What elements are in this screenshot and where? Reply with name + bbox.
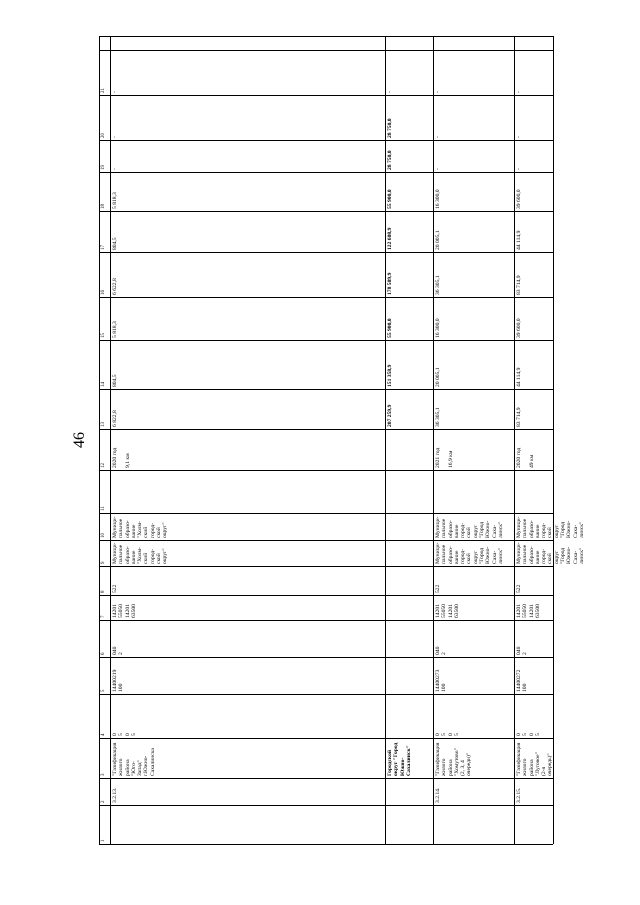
row3-col19	[434, 141, 513, 171]
row3-col5	[434, 658, 513, 693]
table-vline	[553, 36, 554, 844]
row1-id	[111, 779, 384, 804]
header-number-7-text: 7	[101, 615, 106, 618]
row3-col15-text: 16 300,0	[435, 318, 441, 338]
row4-col8	[515, 567, 552, 594]
row3-col14	[434, 341, 513, 388]
header-number-18	[100, 173, 109, 210]
row4-col17	[515, 212, 552, 251]
row2-col21	[386, 51, 432, 94]
row1-col20-text: -	[112, 136, 118, 138]
row3-col10-text: Муници- пальное образо- вание город- ской округ "Город Южно- Саха- линск"	[435, 516, 504, 538]
row3-col7	[434, 596, 513, 619]
header-number-11	[100, 471, 109, 512]
row1-col10-text: Муници- пальное образо- вание "Холм- ский город- ской округ"	[112, 516, 169, 538]
header-number-17	[100, 212, 109, 251]
header-number-10	[100, 514, 109, 539]
row3-col13	[434, 390, 513, 428]
row3-col17-text: 20 005,1	[435, 230, 441, 250]
row1-col6-text: 040 2	[112, 646, 125, 655]
row4-col19-text: -	[516, 168, 522, 170]
table-hline	[99, 36, 553, 37]
row3-col12-text: 2021 год 16,9 км	[435, 447, 454, 468]
header-number-15	[100, 298, 109, 339]
row1-col7	[111, 596, 384, 619]
row2-col20	[386, 96, 432, 139]
row3-col15	[434, 298, 513, 339]
row4-col4	[515, 695, 552, 737]
row4-col17-text: 44 114,9	[516, 230, 522, 250]
row2-col15	[386, 298, 432, 339]
row4-col21	[515, 51, 552, 94]
row3-name-text: "Газификация жилого района "Хомутово" (2, 3, 4 очереди)"	[435, 742, 473, 776]
header-number-19	[100, 141, 109, 171]
row4-col18-text: 39 600,0	[516, 189, 522, 209]
row2-col17-text: 122 608,9	[387, 227, 393, 250]
row2-col17	[386, 212, 432, 251]
row4-col10-text: Муници- пальное образо- вание город- ской округ "Город Южно- Саха- линск"	[516, 516, 585, 538]
row1-col14	[111, 341, 384, 388]
row1-col5-text: 14400219 100	[112, 669, 125, 692]
header-number-4	[100, 695, 109, 737]
header-number-19-text: 19	[101, 165, 106, 170]
header-number-13-text: 13	[101, 422, 106, 427]
header-number-10-text: 10	[101, 533, 106, 538]
row4-col16	[515, 253, 552, 296]
row1-col13	[111, 390, 384, 428]
row1-col18-text: 5 818,3	[112, 192, 118, 209]
header-number-16-text: 16	[101, 290, 106, 295]
header-number-12-text: 12	[101, 463, 106, 468]
header-number-12	[100, 430, 109, 469]
row2-col14	[386, 341, 432, 388]
table-hline	[99, 844, 553, 845]
row3-col7-text: 14201 55050 14201 63500	[435, 604, 460, 618]
row1-col8-text: 522	[112, 584, 118, 593]
row4-col13-text: 83 714,9	[516, 407, 522, 427]
row3-col14-text: 20 005,1	[435, 367, 441, 387]
header-number-21	[100, 51, 109, 94]
row3-name	[434, 739, 513, 777]
row1-col15	[111, 298, 384, 339]
row2-name	[386, 739, 432, 777]
header-number-4-text: 4	[101, 733, 106, 736]
table-hline	[99, 805, 553, 806]
row3-id-text: 3.2.14.	[435, 787, 441, 803]
row1-col9	[111, 541, 384, 565]
row3-col6-text: 040 2	[435, 646, 448, 655]
header-number-20-text: 20	[101, 133, 106, 138]
row2-col20-text: 28 750,0	[387, 118, 393, 138]
row4-col14-text: 44 114,9	[516, 367, 522, 387]
row1-col8	[111, 567, 384, 594]
row1-col12	[111, 430, 384, 469]
row3-col10	[434, 514, 513, 539]
row1-name	[111, 739, 384, 777]
header-number-17-text: 17	[101, 245, 106, 250]
row4-col10	[515, 514, 585, 539]
row2-col13-text: 207 259,9	[387, 404, 393, 427]
row2-col14-text: 151 358,9	[387, 364, 393, 387]
row2-col16-text: 178 509,9	[387, 272, 393, 295]
row1-col17	[111, 212, 384, 251]
row4-col18	[515, 173, 552, 210]
header-number-18-text: 18	[101, 204, 106, 209]
row1-col4	[111, 695, 384, 737]
row1-col13-text: 6 822,8	[112, 410, 118, 427]
row3-col18	[434, 173, 513, 210]
row3-col20-text: -	[435, 136, 441, 138]
row4-col9	[515, 541, 585, 565]
row1-col15-text: 5 818,3	[112, 321, 118, 338]
header-number-1	[100, 806, 109, 843]
header-number-16	[100, 253, 109, 296]
header-number-14-text: 14	[101, 382, 106, 387]
row1-col14-text: 804,5	[112, 374, 118, 387]
row3-col12	[434, 430, 513, 469]
row2-col16	[386, 253, 432, 296]
row1-col17-text: 804,5	[112, 237, 118, 250]
row2-name-text: Городской округ "Город Южно- Сахалинск"	[387, 742, 412, 776]
row4-name-text: "Газификация жилого района "Луговое" (2-я очередь)"	[516, 742, 554, 776]
row2-col19	[386, 141, 432, 171]
header-number-20	[100, 96, 109, 139]
header-number-6	[100, 621, 109, 656]
header-number-13	[100, 390, 109, 428]
header-number-2-text: 2	[101, 800, 106, 803]
row1-id-text: 3.2.13.	[112, 787, 118, 803]
row4-name	[515, 739, 552, 777]
row3-col9	[434, 541, 513, 565]
row1-name-text: "Газификация жилого района "Юго- Запад" г.Южно- Сахалинска	[112, 742, 156, 776]
row2-col15-text: 55 900,0	[387, 318, 393, 338]
row1-col20	[111, 96, 384, 139]
header-number-9	[100, 541, 109, 565]
row4-col13	[515, 390, 552, 428]
row3-col16-text: 36 305,1	[435, 275, 441, 295]
row4-col19	[515, 141, 552, 171]
row3-col17	[434, 212, 513, 251]
row1-col6	[111, 621, 384, 656]
row4-id-text: 3.2.15.	[516, 787, 522, 803]
row3-col21	[434, 51, 513, 94]
row1-col16-text: 6 622,8	[112, 278, 118, 295]
row4-col5-text: 14400272 100	[516, 669, 529, 692]
row3-col5-text: 14400273 100	[435, 669, 448, 692]
header-number-14	[100, 341, 109, 388]
row3-col20	[434, 96, 513, 139]
row1-col10	[111, 514, 384, 539]
row4-col6-text: 040 2	[516, 646, 529, 655]
row4-col15	[515, 298, 552, 339]
row4-col15-text: 39 600,0	[516, 318, 522, 338]
header-number-7	[100, 596, 109, 619]
row2-col21-text: -	[387, 91, 393, 93]
row4-col12-text: 2020 год 49 км	[516, 447, 535, 468]
row4-col7	[515, 596, 552, 619]
row2-col18-text: 55 900,0	[387, 189, 393, 209]
row3-col21-text: -	[435, 91, 441, 93]
header-number-1-text: 1	[101, 839, 106, 842]
row4-col7-text: 14201 55050 14201 63500	[516, 604, 541, 618]
header-number-2	[100, 779, 109, 804]
row4-col20-text: -	[516, 136, 522, 138]
row3-col4	[434, 695, 513, 737]
row2-col19-text: 28 750,0	[387, 150, 393, 170]
row4-col20	[515, 96, 552, 139]
row4-id	[515, 779, 552, 804]
header-number-3	[100, 739, 109, 777]
row3-col18-text: 16 300,0	[435, 189, 441, 209]
row3-col16	[434, 253, 513, 296]
row2-col18	[386, 173, 432, 210]
row4-col8-text: 522	[516, 584, 522, 593]
page-number: 46	[71, 432, 88, 448]
row1-col9-text: Муници- пальное образо- вание "Холм- ский город- ской округ"	[112, 542, 169, 564]
row3-col4-text: 0 5 0 5	[435, 733, 460, 736]
row4-col12	[515, 430, 552, 469]
header-number-3-text: 3	[101, 773, 106, 776]
table-hline	[99, 470, 553, 471]
header-number-8-text: 8	[101, 590, 106, 593]
row4-col14	[515, 341, 552, 388]
row1-col4-text: 0 5 0 5	[112, 733, 137, 736]
header-number-15-text: 15	[101, 333, 106, 338]
row3-col19-text: -	[435, 168, 441, 170]
header-number-21-text: 21	[101, 88, 106, 93]
row1-col12-text: 2020 год 9,1 км	[112, 447, 131, 468]
row3-col6	[434, 621, 513, 656]
row1-col5	[111, 658, 384, 693]
header-number-5	[100, 658, 109, 693]
row4-col4-text: 0 5 0 5	[516, 733, 541, 736]
header-number-11-text: 11	[101, 506, 106, 511]
header-number-9-text: 9	[101, 561, 106, 564]
row4-col9-text: Муници- пальное образо- вание город- ской округ "Город Южно- Саха- линск"	[516, 542, 585, 564]
row4-col6	[515, 621, 552, 656]
row1-col16	[111, 253, 384, 296]
row1-col21-text: -	[112, 91, 118, 93]
row3-col9-text: Муници- пальное образо- вание город- ской округ "Город Южно- Саха- линск"	[435, 542, 504, 564]
row4-col21-text: -	[516, 91, 522, 93]
row3-id	[434, 779, 513, 804]
row3-col8-text: 522	[435, 584, 441, 593]
row3-col13-text: 36 305,1	[435, 407, 441, 427]
row1-col7-text: 14201 55050 14201 63500	[112, 604, 137, 618]
row1-col19-text: -	[112, 168, 118, 170]
row4-col5	[515, 658, 552, 693]
header-number-8	[100, 567, 109, 594]
row3-col8	[434, 567, 513, 594]
header-number-5-text: 5	[101, 689, 106, 692]
header-number-6-text: 6	[101, 652, 106, 655]
row4-col16-text: 83 714,9	[516, 275, 522, 295]
row1-col18	[111, 173, 384, 210]
row1-col21	[111, 51, 384, 94]
row1-col19	[111, 141, 384, 171]
row2-col13	[386, 390, 432, 428]
